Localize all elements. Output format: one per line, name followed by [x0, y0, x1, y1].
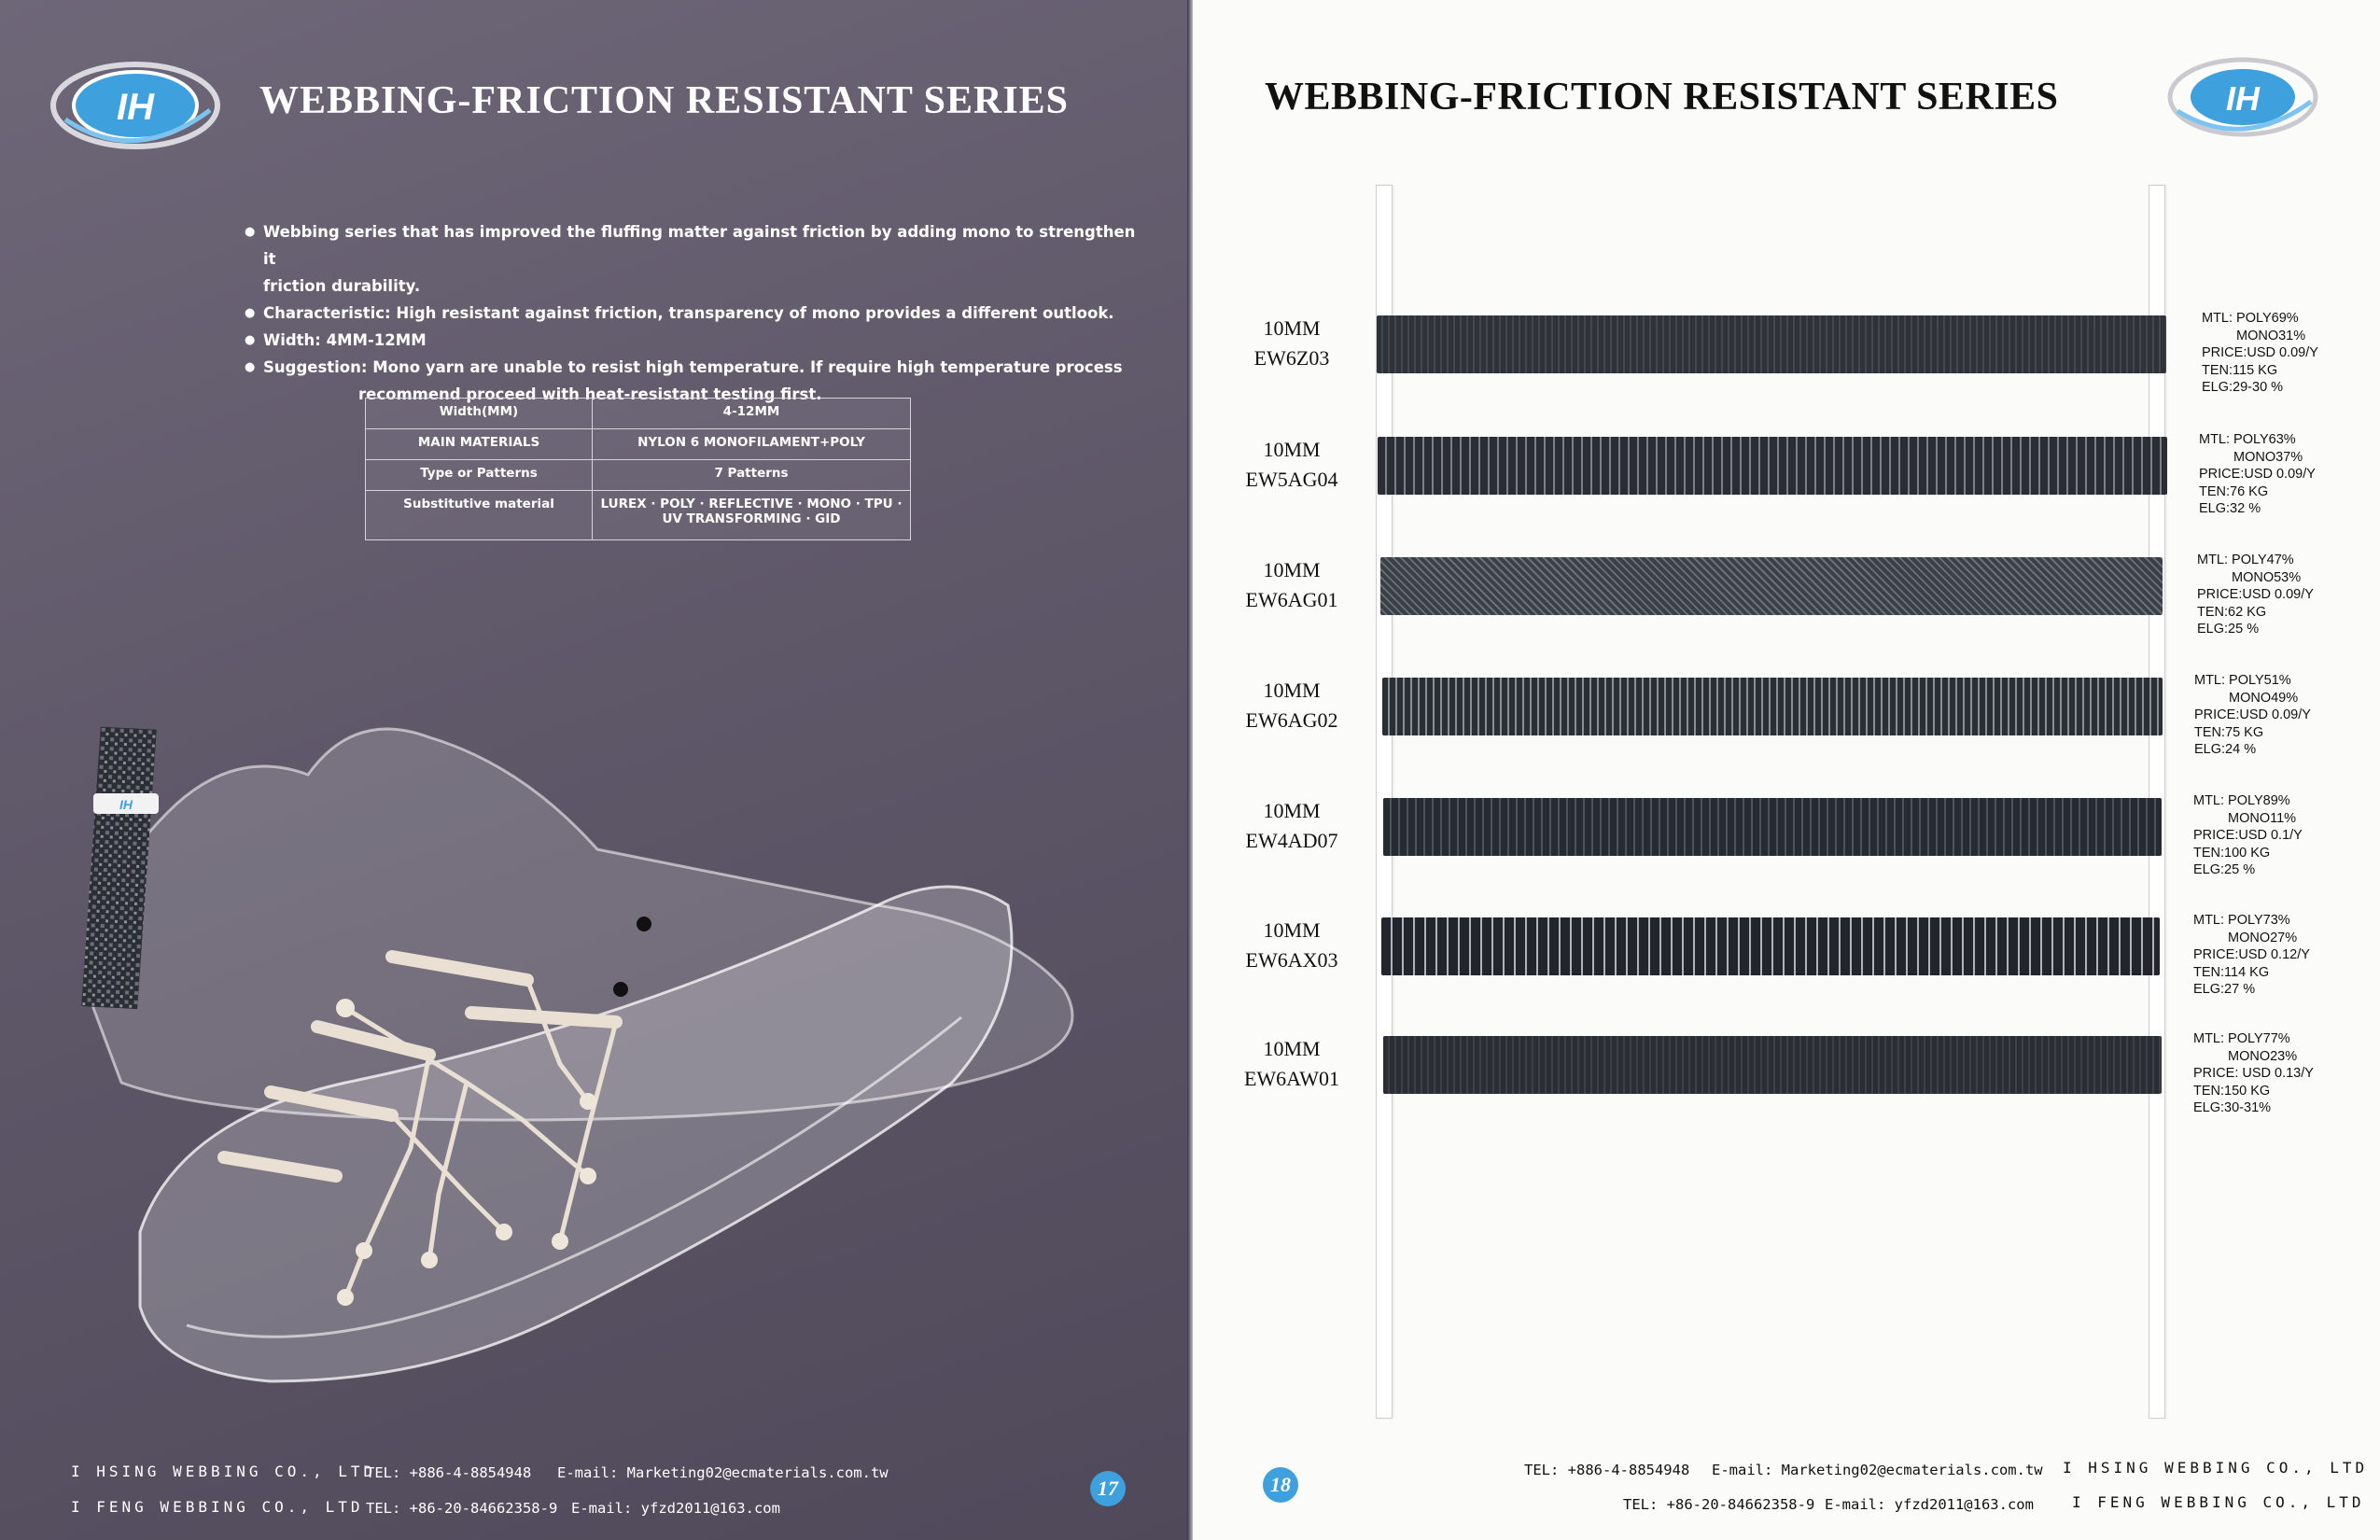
- sample-code-label: [1222, 314, 1362, 373]
- sample-code: EW6AX03: [1245, 948, 1338, 972]
- spec-mono: MONO49%: [2229, 690, 2299, 706]
- spec-ten: TEN:115 KG: [2202, 362, 2278, 378]
- spec-mtl: MTL: POLY69%: [2202, 311, 2299, 326]
- sample-code-label: [1222, 916, 1362, 975]
- feature-item: [245, 327, 1141, 354]
- spec-ten: TEN:100 KG: [2193, 845, 2271, 861]
- email-address[interactable]: E-mail: Marketing02@ecmaterials.com.tw: [557, 1464, 889, 1481]
- table-row: [366, 429, 911, 460]
- spec-ten: TEN:150 KG: [2193, 1083, 2271, 1099]
- feature-text: ● Webbing series that has improved the fluffing matter against friction by adding mono to strengthen it: [263, 223, 1136, 268]
- sample-code: EW6AW01: [1243, 1067, 1340, 1090]
- feature-list: [245, 218, 1141, 408]
- sample-spec-block: [2197, 552, 2314, 638]
- sample-width: 10MM: [1263, 918, 1321, 942]
- spec-price: PRICE:USD 0.09/Y: [2199, 467, 2316, 482]
- spec-key: MAIN MATERIALS: [366, 429, 593, 460]
- webbing-sample-strip: [1380, 557, 2163, 615]
- feature-item: [245, 218, 1141, 300]
- sample-spec-block: [2194, 672, 2311, 759]
- sample-spec-block: [2193, 792, 2303, 879]
- spec-mono: MONO27%: [2228, 930, 2298, 945]
- email-address[interactable]: E-mail: yfzd2011@163.com: [571, 1500, 780, 1517]
- spec-price: PRICE:USD 0.1/Y: [2193, 828, 2303, 843]
- spec-mtl: MTL: POLY73%: [2193, 913, 2290, 928]
- sample-spec-block: [2193, 912, 2310, 999]
- sample-code-label: [1222, 1034, 1362, 1094]
- spec-elg: ELG:25 %: [2193, 862, 2256, 877]
- sample-code-label: [1222, 676, 1362, 735]
- spec-key: Type or Patterns: [366, 460, 593, 491]
- sample-width: 10MM: [1263, 316, 1321, 340]
- webbing-sample-strip: [1383, 1036, 2162, 1094]
- sample-spec-block: [2202, 310, 2318, 397]
- spec-mono: MONO11%: [2228, 810, 2297, 826]
- strap-tag-text: IH: [119, 797, 133, 812]
- spec-ten: TEN:76 KG: [2199, 483, 2269, 499]
- spec-mtl: MTL: POLY51%: [2194, 673, 2291, 688]
- spec-elg: ELG:32 %: [2199, 501, 2261, 516]
- spec-price: PRICE:USD 0.12/Y: [2193, 947, 2310, 962]
- table-row: [366, 460, 911, 491]
- sample-code-label: [1222, 435, 1362, 495]
- sample-code-label: [1222, 555, 1362, 615]
- spec-elg: ELG:25 %: [2197, 622, 2260, 637]
- company-name: I HSING WEBBING CO., LTD: [71, 1463, 377, 1480]
- spec-mtl: MTL: POLY47%: [2197, 553, 2294, 567]
- sample-code: EW6Z03: [1253, 346, 1330, 370]
- phone-number: TEL: +86-20-84662358-9: [1623, 1496, 1815, 1513]
- sample-width: 10MM: [1263, 679, 1321, 702]
- spec-price: PRICE:USD 0.09/Y: [2202, 345, 2318, 360]
- logo-text: IH: [117, 87, 154, 128]
- sample-code: EW4AD07: [1245, 829, 1338, 852]
- spec-price: PRICE: USD 0.13/Y: [2193, 1066, 2314, 1081]
- spec-value: NYLON 6 MONOFILAMENT+POLY: [593, 429, 911, 460]
- sample-width: 10MM: [1263, 558, 1321, 581]
- email-address[interactable]: E-mail: Marketing02@ecmaterials.com.tw: [1712, 1462, 2043, 1478]
- company-name: I HSING WEBBING CO., LTD: [2063, 1459, 2369, 1477]
- spec-key: Substitutive material: [366, 491, 593, 540]
- ih-logo-icon: [47, 54, 224, 157]
- sample-spec-block: [2199, 431, 2316, 518]
- page-title: WEBBING-FRICTION RESISTANT SERIES: [1265, 76, 2059, 119]
- phone-number: TEL: +86-20-84662358-9: [366, 1500, 558, 1517]
- sample-code: EW6AG01: [1245, 588, 1338, 611]
- sample-width: 10MM: [1263, 1037, 1321, 1060]
- sample-spec-block: [2193, 1030, 2314, 1117]
- spec-ten: TEN:114 KG: [2193, 964, 2270, 980]
- webbing-sample-strip: [1382, 678, 2163, 735]
- company-name: I FENG WEBBING CO., LTD: [2072, 1493, 2365, 1511]
- spec-mono: MONO31%: [2236, 328, 2306, 343]
- spec-mono: MONO23%: [2228, 1048, 2298, 1064]
- sample-width: 10MM: [1263, 799, 1321, 822]
- phone-number: TEL: +886-4-8854948: [366, 1464, 532, 1481]
- sample-width: 10MM: [1263, 438, 1321, 461]
- feature-text: Width: 4MM-12MM: [263, 331, 427, 349]
- webbing-sample-strip: [1381, 917, 2160, 975]
- spec-price: PRICE:USD 0.09/Y: [2197, 587, 2314, 602]
- phone-number: TEL: +886-4-8854948: [1524, 1462, 1690, 1478]
- feature-item: [245, 300, 1141, 327]
- feature-text-cont: friction durability.: [263, 277, 421, 295]
- spec-elg: ELG:24 %: [2194, 742, 2257, 757]
- spec-table: [365, 398, 911, 540]
- spec-key: Width(MM): [366, 399, 593, 429]
- spec-ten: TEN:75 KG: [2194, 724, 2264, 740]
- spec-mtl: MTL: POLY77%: [2193, 1031, 2290, 1046]
- feature-text-cont: recommend proceed with heat-resistant testing first.: [358, 385, 822, 403]
- table-row: [366, 399, 911, 429]
- spec-elg: ELG:27 %: [2193, 982, 2256, 997]
- company-name: I FENG WEBBING CO., LTD: [71, 1498, 364, 1516]
- page-number-badge: 17: [1090, 1471, 1126, 1506]
- spec-price: PRICE:USD 0.09/Y: [2194, 707, 2311, 722]
- sample-code: EW6AG02: [1245, 708, 1338, 732]
- spec-mono: MONO37%: [2233, 449, 2303, 465]
- shoe-illustration-icon: [37, 597, 1139, 1437]
- page-title: WEBBING-FRICTION RESISTANT SERIES: [259, 79, 1070, 122]
- ih-logo-icon: [2163, 50, 2322, 144]
- page-number-badge: 18: [1263, 1467, 1298, 1503]
- webbing-sample-strip: [1383, 798, 2162, 856]
- logo-text: IH: [2226, 79, 2260, 118]
- left-catalog-page: [0, 0, 1187, 1540]
- sample-code-label: [1222, 796, 1362, 856]
- email-address[interactable]: E-mail: yfzd2011@163.com: [1825, 1496, 2034, 1513]
- webbing-sample-strip: [1377, 315, 2166, 373]
- sample-code: EW5AG04: [1245, 468, 1338, 491]
- spec-value: 7 Patterns: [593, 460, 911, 491]
- spec-mtl: MTL: POLY63%: [2199, 432, 2296, 447]
- right-catalog-page: [1193, 0, 2380, 1540]
- spec-value: LUREX · POLY · REFLECTIVE · MONO · TPU · UV TRANSFORMING · GID: [593, 491, 911, 540]
- spec-elg: ELG:29-30 %: [2202, 380, 2284, 395]
- spec-ten: TEN:62 KG: [2197, 604, 2267, 620]
- feature-text: Characteristic: High resistant against friction, transparency of mono provides a different outlook.: [263, 304, 1114, 322]
- spec-value: 4-12MM: [593, 399, 911, 429]
- webbing-sample-strip: [1378, 437, 2167, 495]
- feature-text: ● Suggestion: Mono yarn are unable to resist high temperature. If require high temperature process: [263, 358, 1123, 376]
- table-row: [366, 491, 911, 540]
- spec-elg: ELG:30-31%: [2193, 1100, 2272, 1115]
- spec-mono: MONO53%: [2232, 569, 2302, 585]
- spec-mtl: MTL: POLY89%: [2193, 793, 2290, 808]
